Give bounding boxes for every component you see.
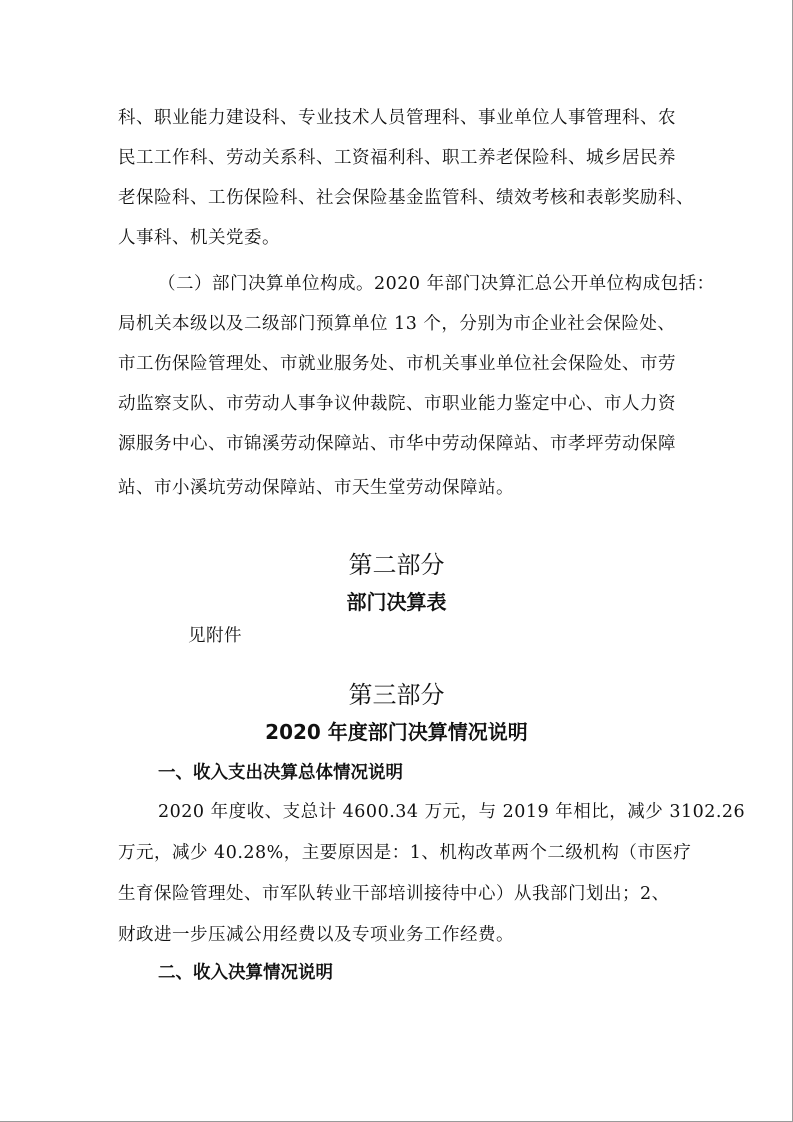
paragraph-line: 动监察支队、市劳动人事争议仲裁院、市职业能力鉴定中心、市人力资	[118, 394, 676, 414]
paragraph-line: 2020 年度收、支总计 4600.34 万元，与 2019 年相比，减少 3102.26	[158, 802, 746, 822]
part2-subtitle: 部门决算表	[346, 590, 447, 614]
paragraph-line: 财政进一步压减公用经费以及专项业务工作经费。	[118, 925, 514, 945]
paragraph-line: 民工工作科、劳动关系科、工资福利科、职工养老保险科、城乡居民养	[118, 148, 676, 168]
paragraph-line: 科、职业能力建设科、专业技术人员管理科、事业单位人事管理科、农	[118, 108, 676, 128]
section-heading-income: 二、收入决算情况说明	[158, 963, 333, 983]
paragraph-line: 生育保险管理处、市军队转业干部培训接待中心）从我部门划出；2、	[118, 884, 670, 904]
part2-title: 第二部分	[348, 551, 445, 579]
paragraph-line: 人事科、机关党委。	[118, 228, 280, 248]
paragraph-line: 站、市小溪坑劳动保障站、市天生堂劳动保障站。	[118, 478, 514, 498]
paragraph-line: 市工伤保险管理处、市就业服务处、市机关事业单位社会保险处、市劳	[118, 354, 676, 374]
paragraph-line: （二）部门决算单位构成。2020 年部门决算汇总公开单位构成包括：	[158, 274, 715, 294]
paragraph-line: 局机关本级以及二级部门预算单位 13 个，分别为市企业社会保险处、	[118, 314, 676, 334]
paragraph-line: 老保险科、工伤保险科、社会保险基金监管科、绩效考核和表彰奖励科、	[118, 188, 694, 208]
section-heading-income-expense: 一、收入支出决算总体情况说明	[158, 763, 403, 783]
paragraph-line: 万元，减少 40.28%，主要原因是：1、机构改革两个二级机构（市医疗	[118, 843, 692, 863]
paragraph-line: 源服务中心、市锦溪劳动保障站、市华中劳动保障站、市孝坪劳动保障	[118, 434, 676, 454]
part2-note: 见附件	[188, 626, 242, 646]
part3-subtitle: 2020 年度部门决算情况说明	[265, 720, 528, 744]
part3-title: 第三部分	[348, 681, 445, 709]
